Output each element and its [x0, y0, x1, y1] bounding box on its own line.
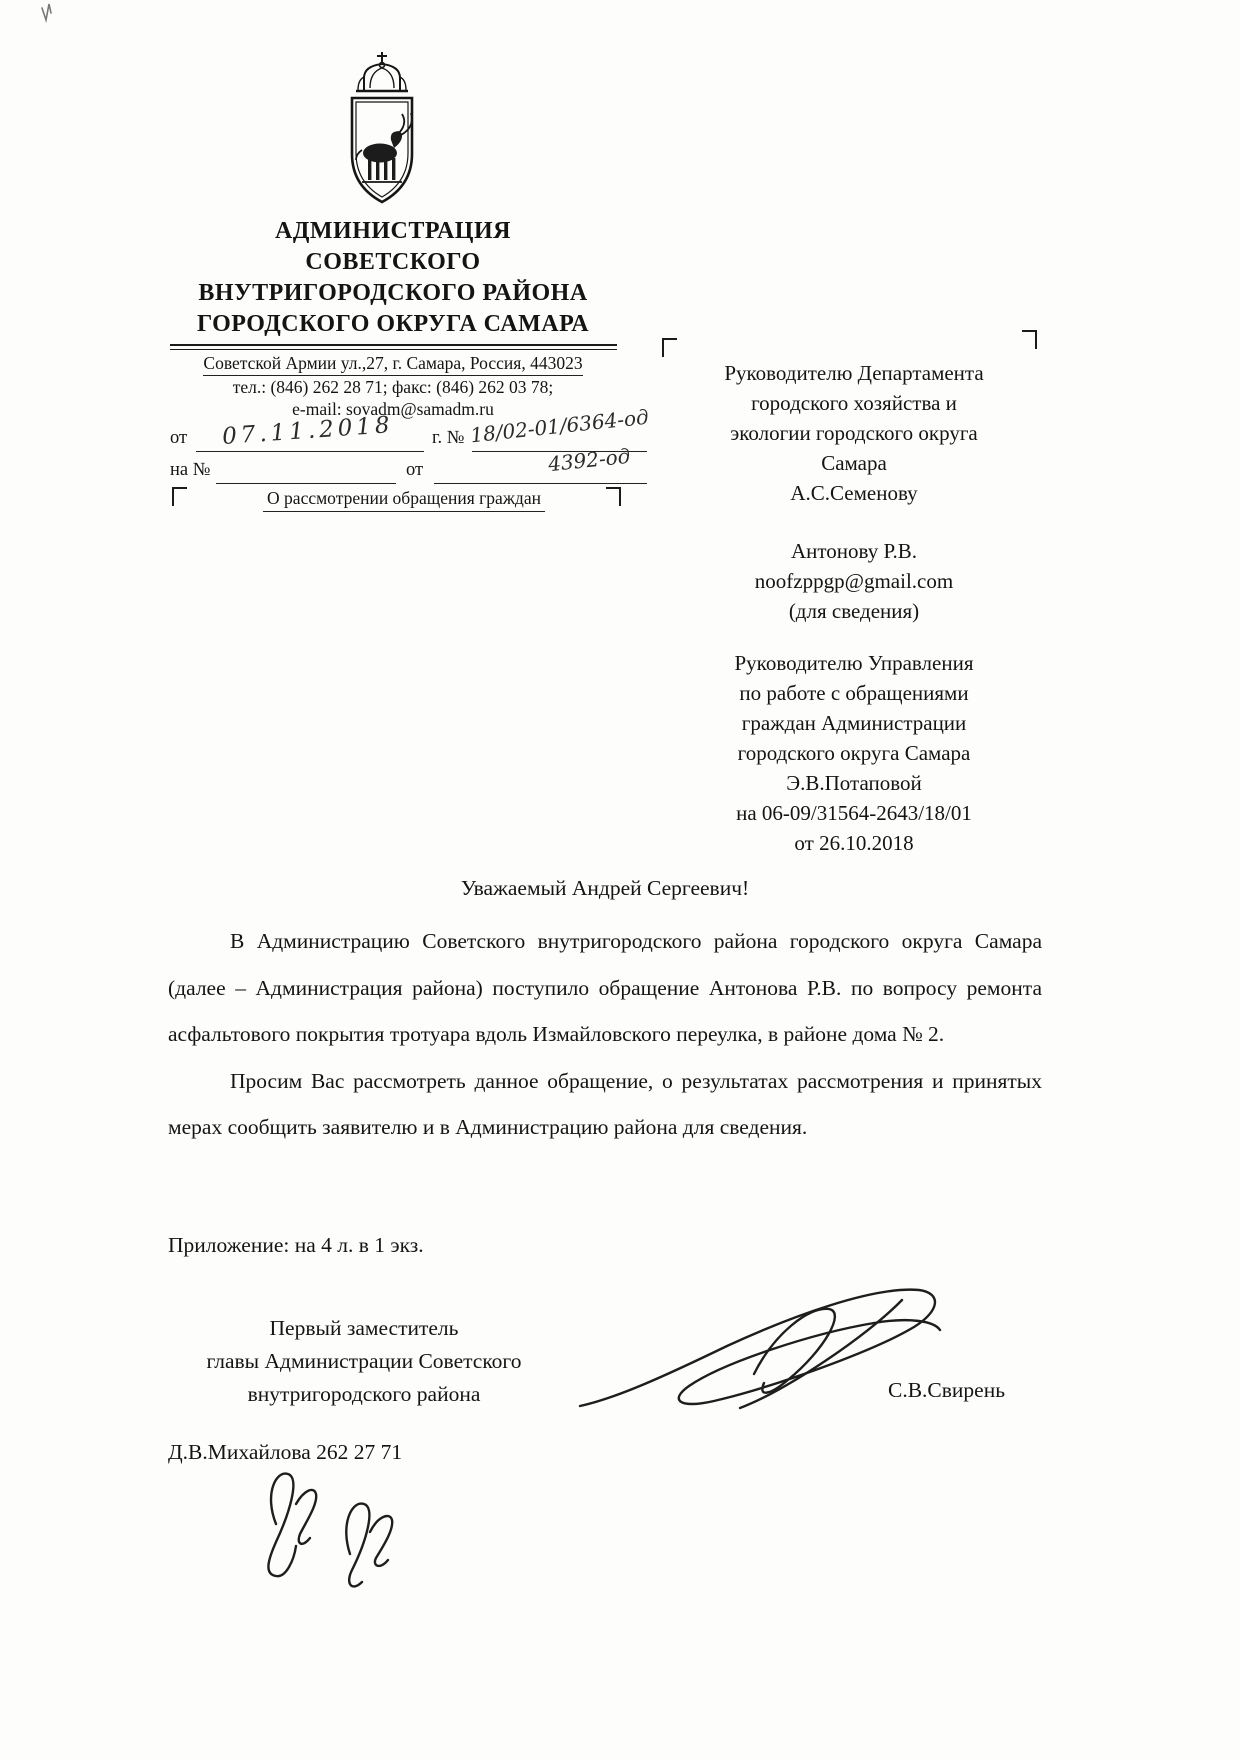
recipient-line: А.С.Семенову [790, 481, 918, 505]
ref-ot-label: от [406, 460, 424, 480]
ref-number-handwritten: 18/02-01/6364-од [469, 404, 650, 448]
recipient-line: Э.В.Потаповой [786, 771, 922, 795]
ref-na-line [216, 482, 396, 484]
recipient-line: городского хозяйства и [751, 391, 957, 415]
recipient-line: Самара [821, 451, 887, 475]
subject-bracket-right [606, 487, 621, 506]
org-email: e-mail: sovadm@samadm.ru [292, 399, 494, 419]
subject-line [200, 488, 608, 512]
recipient-line: Антонову Р.В. [790, 539, 918, 563]
attachment-note: Приложение: на 4 л. в 1 экз. [168, 1233, 424, 1257]
recipient-block-antonov [686, 536, 1022, 626]
signer-title-line: внутригородского района [247, 1382, 481, 1406]
ref-from-label: от [170, 428, 188, 448]
coat-of-arms-icon [318, 50, 446, 210]
signature-scribble-icon [572, 1278, 952, 1443]
recipient-line: по работе с обращениями [739, 681, 969, 705]
ref-ot-line [434, 482, 647, 484]
org-phone-fax: тел.: (846) 262 28 71; факс: (846) 262 03 78; [232, 377, 554, 397]
subject-text: О рассмотрении обращения граждан [263, 488, 545, 512]
recipient-line: (для сведения) [788, 599, 920, 623]
executor-contact: Д.В.Михайлова 262 27 71 [168, 1440, 403, 1464]
ref-date-handwritten: 07.11.2018 [221, 412, 395, 450]
subject-bracket-left [172, 487, 187, 506]
org-name-line: СОВЕТСКОГО [305, 249, 481, 275]
letter-body [168, 918, 1042, 1151]
body-paragraph-2: Просим Вас рассмотреть данное обращение, о результатах рассмотрения и принятых мерах сообщить заявителю и в Администрацию района для сведения. [168, 1068, 1042, 1139]
recipient-line: Руководителю Управления [734, 651, 974, 675]
ref-number2-handwritten: 4392-од [546, 443, 632, 477]
ref-na-label: на № [170, 460, 211, 480]
org-name-line: ВНУТРИГОРОДСКОГО РАЙОНА [198, 280, 588, 306]
signer-name: С.В.Свирень [888, 1378, 1006, 1402]
signer-title-line: Первый заместитель [269, 1316, 459, 1340]
recipient-email: noofzppgp@gmail.com [754, 569, 954, 593]
executor-signature-scribble-icon [242, 1462, 442, 1602]
recipient-block-upravlenie [686, 648, 1022, 858]
recipient-ref-number: на 06-09/31564-2643/18/01 [736, 801, 972, 825]
pen-mark-icon [36, 2, 66, 30]
salutation: Уважаемый Андрей Сергеевич! [460, 876, 750, 900]
recipient-bracket-right [1022, 330, 1037, 349]
org-address: Советской Армии ул.,27, г. Самара, Россия, 443023 [203, 352, 582, 376]
signer-title [168, 1312, 560, 1411]
recipient-bracket-left [662, 338, 677, 357]
letterhead-divider [170, 344, 617, 350]
signer-title-line: главы Администрации Советского [206, 1349, 522, 1373]
org-address-block [168, 352, 618, 420]
recipient-line: Руководителю Департамента [724, 361, 984, 385]
recipient-line: городского округа Самара [737, 741, 971, 765]
org-name-line: АДМИНИСТРАЦИЯ [275, 218, 511, 244]
body-paragraph-1: В Администрацию Советского внутригородского района городского округа Самара (далее – Администрация района) поступило обращение Антонова Р.В. по вопросу ремонта асфальтового покрытия тротуара вдоль Измайловского переулка, в районе дома № 2. [168, 929, 1042, 1046]
ref-number-label: г. № [432, 428, 465, 448]
org-name [168, 216, 618, 340]
ref-date-line [196, 450, 424, 452]
recipient-ref-date: от 26.10.2018 [794, 831, 914, 855]
recipient-line: граждан Администрации [741, 711, 967, 735]
org-name-line: ГОРОДСКОГО ОКРУГА САМАРА [196, 311, 590, 337]
recipient-line: экологии городского округа [730, 421, 978, 445]
recipient-block-department [686, 358, 1022, 508]
